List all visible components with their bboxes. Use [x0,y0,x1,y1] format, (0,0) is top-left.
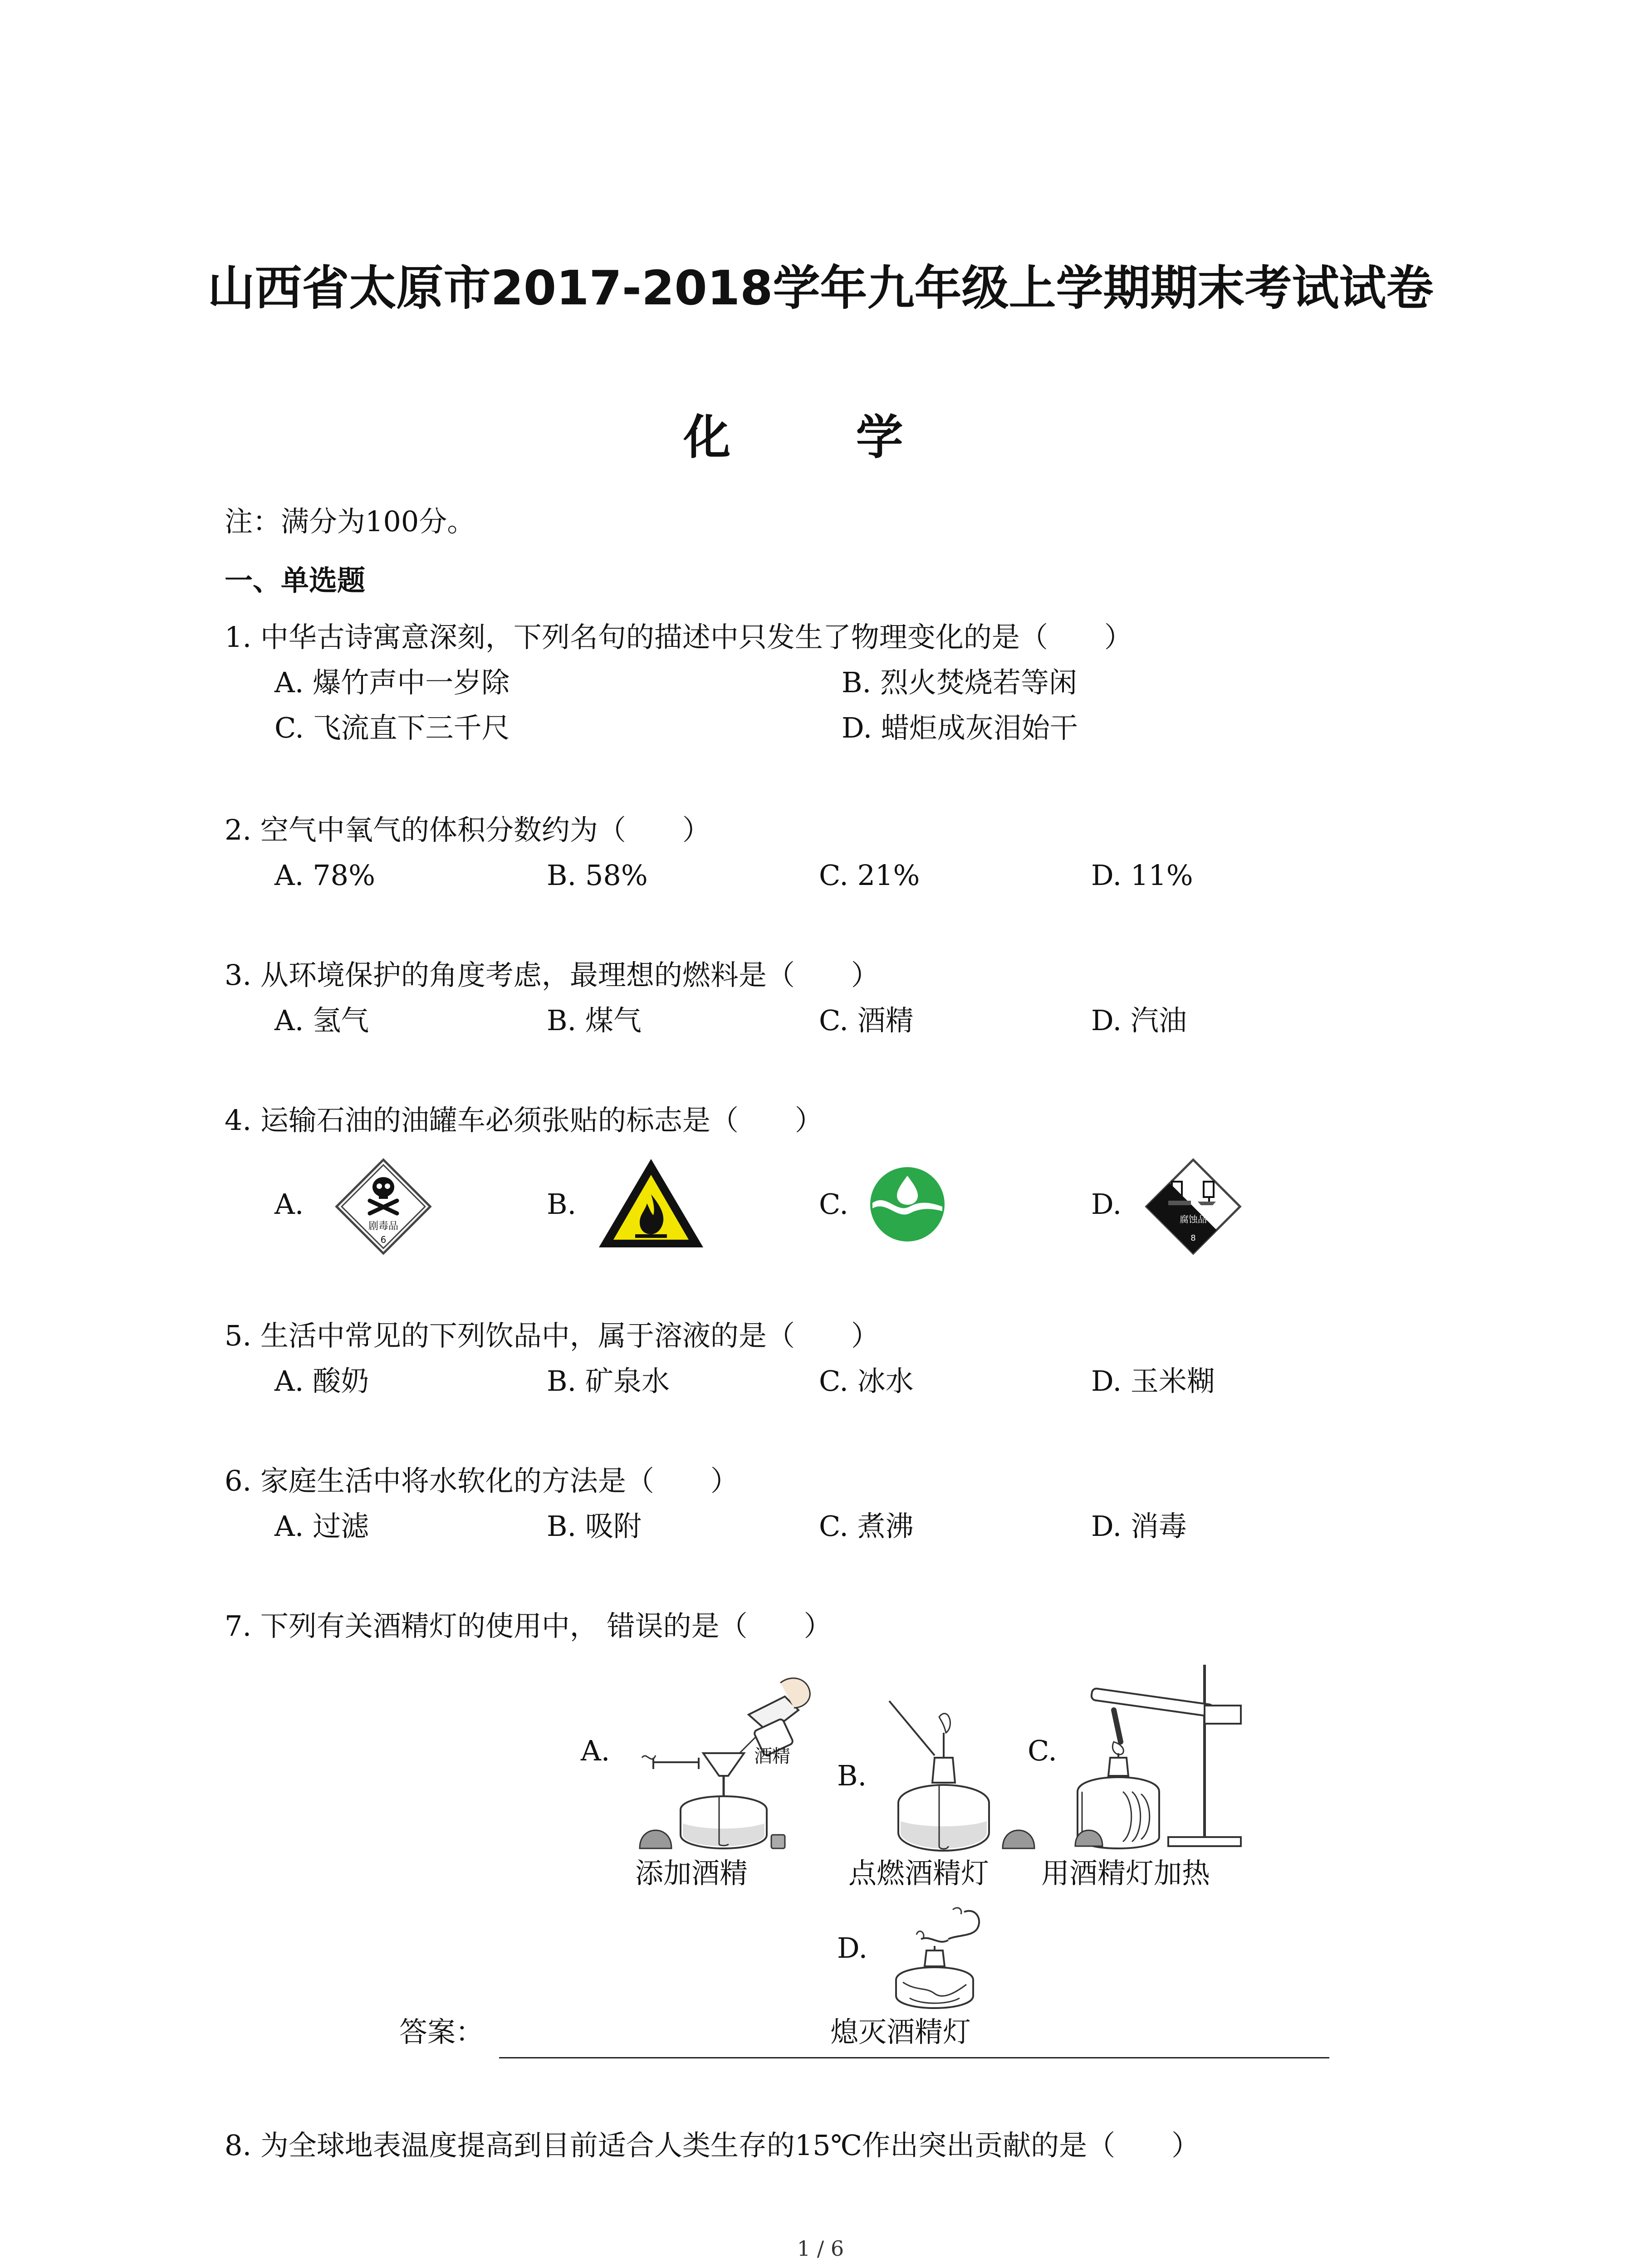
figure-a-letter: A. [581,1734,610,1767]
question-1-stem: 1. 中华古诗寓意深刻，下列名句的描述中只发生了物理变化的是（ ） [225,621,1132,654]
toxic-sign-icon [327,1150,440,1263]
answer-label: 答案： [399,2015,484,2048]
exam-title: 山西省太原市2017-2018学年九年级上学期期末考试试卷 [207,260,1434,316]
question-5-option-a: A. 酸奶 [274,1364,369,1398]
question-3-option-c: C. 酒精 [819,1004,914,1037]
question-3-option-a: A. 氢气 [274,1004,369,1037]
figure-c-caption: 用酒精灯加热 [1041,1857,1210,1890]
figure-b-caption: 点燃酒精灯 [848,1857,989,1890]
question-2-option-a: A. 78% [274,859,375,892]
question-3-option-b: B. 煤气 [547,1004,642,1037]
figure-c-letter: C. [1028,1734,1057,1767]
question-2-stem: 2. 空气中氧气的体积分数约为（ ） [225,813,710,846]
corrosive-sign-label: 腐蚀品 [1180,1214,1207,1225]
question-5-option-c: C. 冰水 [819,1364,914,1398]
figure-a-caption: 添加酒精 [635,1857,748,1890]
question-3-stem: 3. 从环境保护的角度考虑，最理想的燃料是（ ） [225,958,879,992]
question-7-stem: 7. 下列有关酒精灯的使用中， 错误的是（ ） [225,1609,832,1642]
question-5-stem: 5. 生活中常见的下列饮品中，属于溶液的是（ ） [225,1319,879,1352]
figure-d-caption: 熄灭酒精灯 [830,2015,971,2048]
toxic-sign-class: 6 [380,1234,387,1245]
heating-illustration [1068,1656,1259,1855]
question-2-option-b: B. 58% [547,859,648,892]
answer-line [499,2057,1329,2058]
light-lamp-illustration [880,1696,1043,1855]
question-8-stem: 8. 为全球地表温度提高到目前适合人类生存的15℃作出突出贡献的是（ ） [225,2129,1200,2162]
corrosive-sign-icon [1136,1150,1250,1263]
flammable-warning-sign-icon [594,1154,708,1254]
corrosive-sign-class: 8 [1190,1233,1196,1243]
question-4-option-c: C. [819,1188,848,1221]
question-3-option-d: D. 汽油 [1091,1004,1187,1037]
extinguish-lamp-illustration [885,1903,1003,2012]
section-heading: 一、单选题 [225,564,366,597]
question-6-option-a: A. 过滤 [274,1510,369,1543]
question-4-option-a: A. [274,1188,304,1221]
question-1-option-b: B. 烈火焚烧若等闲 [842,666,1077,699]
question-6-option-b: B. 吸附 [547,1510,642,1543]
toxic-sign-label: 剧毒品 [368,1221,399,1232]
question-1-option-d: D. 蜡炬成灰泪始干 [842,711,1078,744]
question-5-option-d: D. 玉米糊 [1091,1364,1215,1398]
page-number: 1 / 6 [797,2236,844,2261]
question-5-option-b: B. 矿泉水 [547,1364,670,1398]
figure-b-letter: B. [837,1759,867,1792]
question-4-option-d: D. [1091,1188,1122,1221]
figure-d-letter: D. [837,1931,868,1965]
question-6-stem: 6. 家庭生活中将水软化的方法是（ ） [225,1464,739,1497]
question-4-option-b: B. [547,1188,577,1221]
water-saving-sign-icon [864,1161,950,1247]
subject-title: 化 学 [683,410,958,465]
question-4-stem: 4. 运输石油的油罐车必须张贴的标志是（ ） [225,1104,823,1137]
question-6-option-c: C. 煮沸 [819,1510,914,1543]
alcohol-bottle-label: 酒精 [754,1746,790,1767]
question-6-option-d: D. 消毒 [1091,1510,1187,1543]
add-alcohol-illustration [635,1665,826,1855]
question-1-option-a: A. 爆竹声中一岁除 [274,666,510,699]
question-1-option-c: C. 飞流直下三千尺 [274,711,510,744]
question-2-option-c: C. 21% [819,859,920,892]
question-2-option-d: D. 11% [1091,859,1193,892]
score-note: 注：满分为100分。 [225,505,475,538]
